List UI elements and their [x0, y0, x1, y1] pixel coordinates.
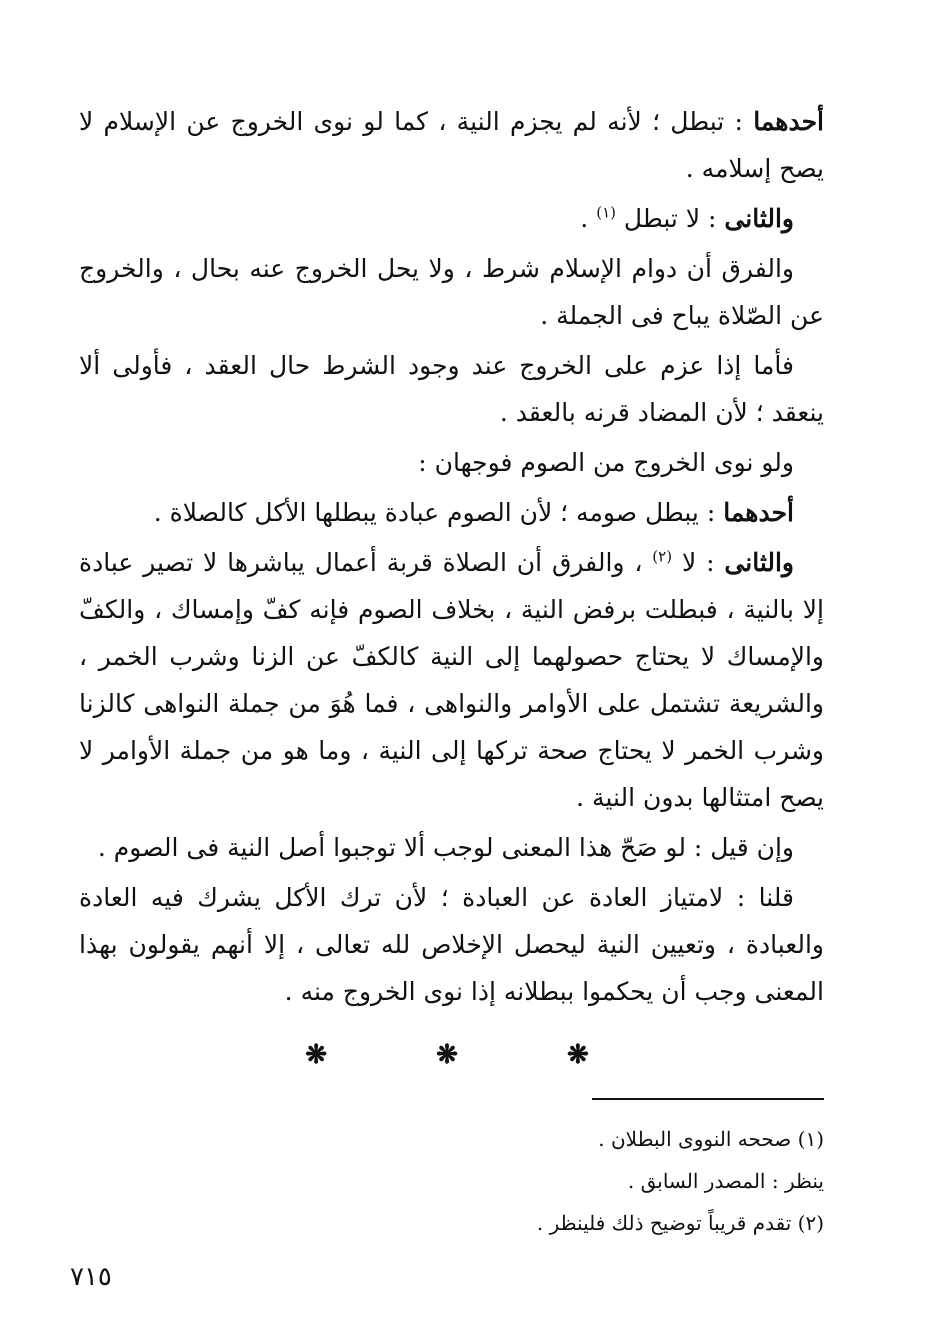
paragraph-label: والثانى: [724, 548, 794, 577]
section-separator: [0, 1040, 944, 1070]
paragraph-3: [79, 245, 824, 339]
footnote-1: (١) صححه النووى البطلان .: [598, 1127, 824, 1151]
footnote-1-continued: ينظر : المصدر السابق .: [627, 1169, 824, 1193]
paragraph-6: [79, 489, 824, 536]
paragraph-text: قلنا : لامتياز العادة عن العبادة ؛ لأن ترك الأكل يشرك فيه العادة والعبادة ، وتعيين النية ليحصل الإخلاص لله تعالى ، إلا أنهم يقولون بهذا المعنى وجب أن يحكموا ببطلانه إذا نوى الخروج منه .: [79, 883, 824, 1006]
paragraph-text: ، والفرق أن الصلاة قربة أعمال يباشرها لا تصير عبادة إلا بالنية ، فبطلت برفض النية ، بخلاف الصوم فإنه كفّ وإمساك ، والكفّ والإمساك لا يحتاج حصولهما إلى النية كالكفّ عن الزنا وشرب الخمر ، والشريعة تشتمل على الأوامر والنواهى ، فما هُوَ من جملة النواهى كالزنا وشرب الخمر لا يحتاج صحة تركها إلى النية ، وما هو من جملة الأوامر لا يصح امتثالها بدون النية .: [79, 548, 824, 812]
paragraph-5: [79, 439, 824, 486]
paragraph-pre: : لا: [672, 548, 725, 577]
main-text: [79, 98, 824, 1018]
paragraph-1: [79, 98, 824, 192]
paragraph-9: [79, 874, 824, 1015]
paragraph-text: : تبطل ؛ لأنه لم يجزم النية ، كما لو نوى الخروج عن الإسلام لا يصح إسلامه .: [79, 107, 824, 183]
paragraph-2: [79, 195, 824, 242]
paragraph-text: ولو نوى الخروج من الصوم فوجهان :: [418, 448, 794, 477]
paragraph-label: والثانى: [724, 204, 794, 233]
paragraph-7: [79, 539, 824, 821]
paragraph-4: [79, 342, 824, 436]
paragraph-text: : لا تبطل: [615, 204, 725, 233]
footnote-ref[interactable]: (٢): [652, 547, 673, 566]
paragraph-text: والفرق أن دوام الإسلام شرط ، ولا يحل الخروج عنه بحال ، والخروج عن الصّلاة يباح فى الجملة .: [79, 254, 824, 330]
separator-stars: ❋ ❋ ❋: [305, 1040, 639, 1070]
paragraph-text: فأما إذا عزم على الخروج عند وجود الشرط حال العقد ، فأولى ألا ينعقد ؛ لأن المضاد قرنه بالعقد .: [79, 351, 824, 427]
paragraph-label: أحدهما: [723, 498, 794, 527]
page-number: ٧١٥: [70, 1262, 112, 1292]
paragraph-text: : يبطل صومه ؛ لأن الصوم عبادة يبطلها الأكل كالصلاة .: [153, 498, 724, 527]
paragraph-end: .: [580, 204, 597, 233]
footnote-2: (٢) تقدم قريباً توضيح ذلك فلينظر .: [536, 1211, 824, 1235]
paragraph-8: [79, 824, 824, 871]
footnote-divider: [592, 1098, 824, 1100]
paragraph-text: وإن قيل : لو صَحّ هذا المعنى لوجب ألا توجبوا أصل النية فى الصوم .: [97, 833, 794, 862]
footnotes: [224, 1118, 824, 1244]
footnote-ref[interactable]: (١): [596, 203, 616, 222]
paragraph-label: أحدهما: [753, 107, 824, 136]
